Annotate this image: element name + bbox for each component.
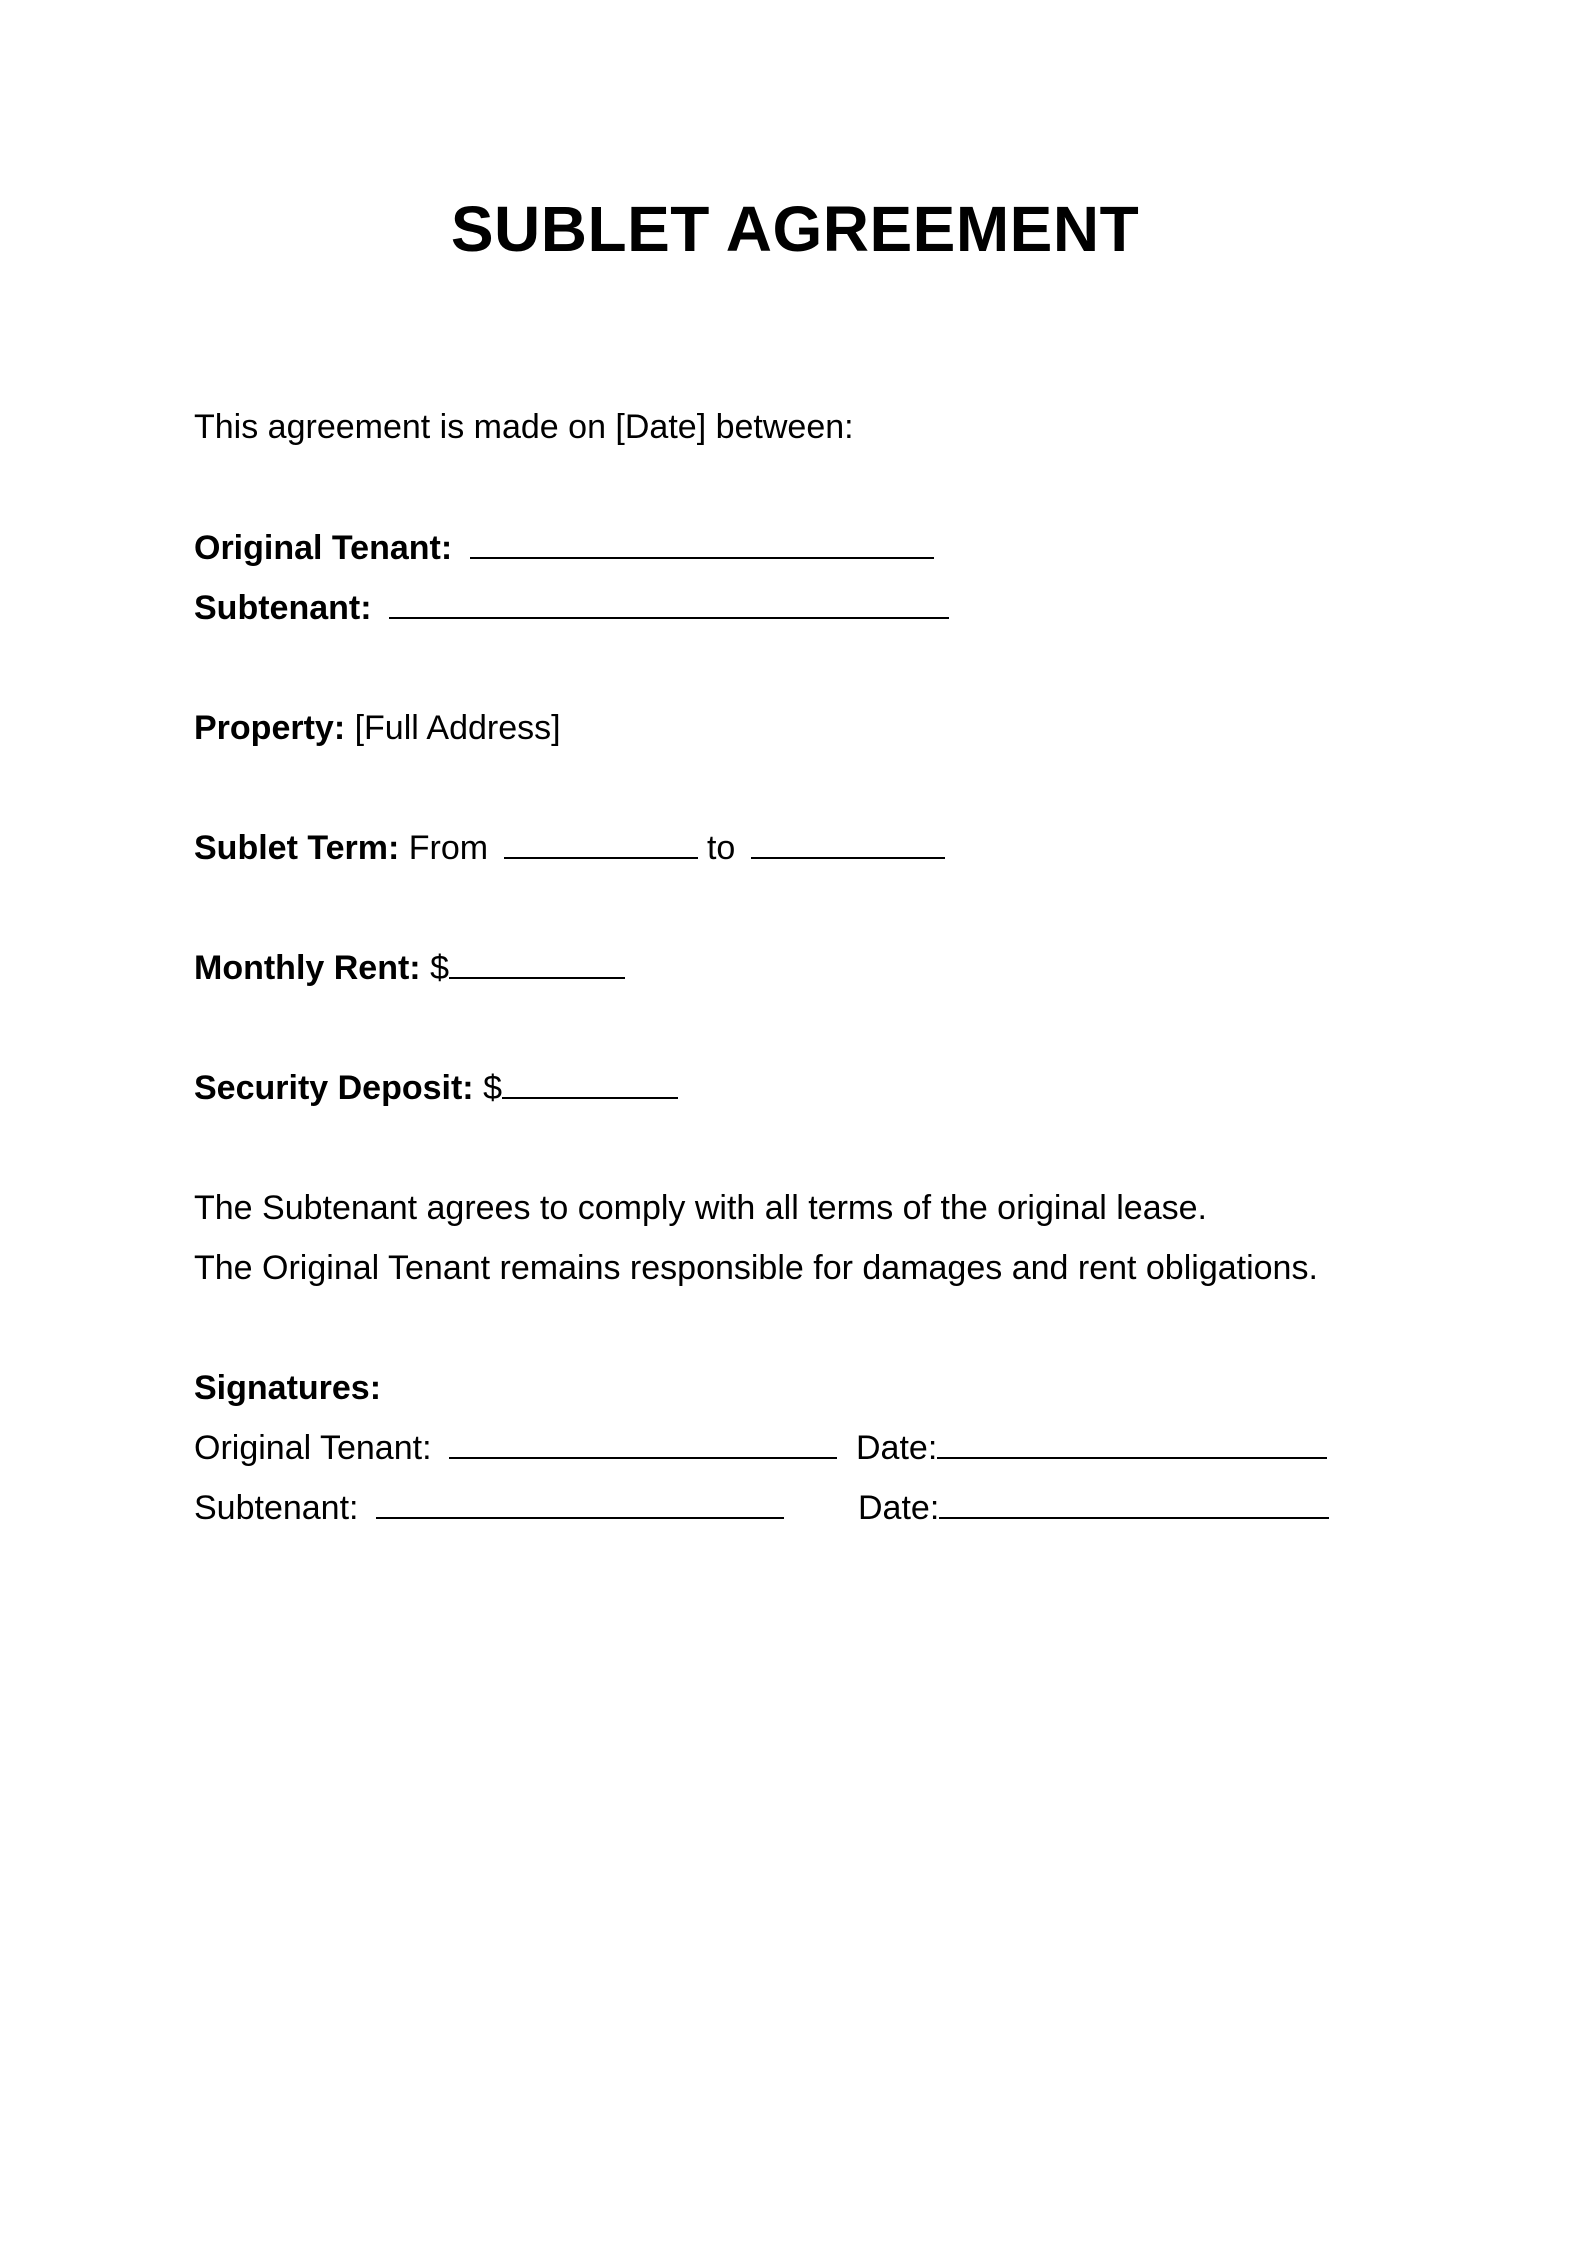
sig-original-tenant-date-field[interactable] [937,1427,1327,1459]
subtenant-label: Subtenant: [194,589,372,627]
intro-line [194,405,854,449]
signatures-heading-row [194,1366,381,1410]
terms-text-2: The Original Tenant remains responsible for damages and rent obligations. [194,1249,1318,1287]
subtenant-row [194,586,949,630]
terms-line-2 [194,1246,1318,1290]
security-deposit-row [194,1066,678,1110]
sublet-term-label: Sublet Term: [194,829,400,867]
property-row [194,706,561,750]
intro-text: This agreement is made on [Date] between: [194,408,854,446]
signatures-heading: Signatures: [194,1369,382,1407]
sig-original-tenant-date-label: Date: [856,1429,938,1467]
property-label: Property: [194,709,346,747]
sublet-term-row [194,826,945,870]
sig-original-tenant-label: Original Tenant: [194,1429,432,1467]
sig-original-tenant-row [194,1426,837,1470]
sig-subtenant-date-row [858,1486,1329,1530]
original-tenant-row [194,526,934,570]
document-title: SUBLET AGREEMENT [450,193,1140,265]
original-tenant-label: Original Tenant: [194,529,453,567]
monthly-rent-label: Monthly Rent: [194,949,421,987]
sublet-term-end-field[interactable] [751,827,945,859]
sublet-term-start-field[interactable] [504,827,698,859]
sublet-term-to: to [706,829,736,867]
security-deposit-label: Security Deposit: [194,1069,474,1107]
sig-subtenant-label: Subtenant: [194,1489,359,1527]
sig-subtenant-row [194,1486,784,1530]
terms-line-1 [194,1186,1207,1230]
original-tenant-field[interactable] [470,527,934,559]
security-deposit-currency: $ [483,1069,502,1107]
terms-text-1: The Subtenant agrees to comply with all terms of the original lease. [194,1189,1207,1227]
subtenant-field[interactable] [389,587,949,619]
monthly-rent-currency: $ [430,949,450,987]
sublet-term-from: From [408,829,489,867]
sig-subtenant-date-label: Date: [858,1489,940,1527]
sig-original-tenant-field[interactable] [449,1427,837,1459]
sig-subtenant-field[interactable] [376,1487,784,1519]
monthly-rent-row [194,946,625,990]
security-deposit-field[interactable] [502,1067,678,1099]
sig-subtenant-date-field[interactable] [939,1487,1329,1519]
property-value: [Full Address] [354,709,561,747]
monthly-rent-field[interactable] [449,947,625,979]
sig-original-tenant-date-row [856,1426,1327,1470]
